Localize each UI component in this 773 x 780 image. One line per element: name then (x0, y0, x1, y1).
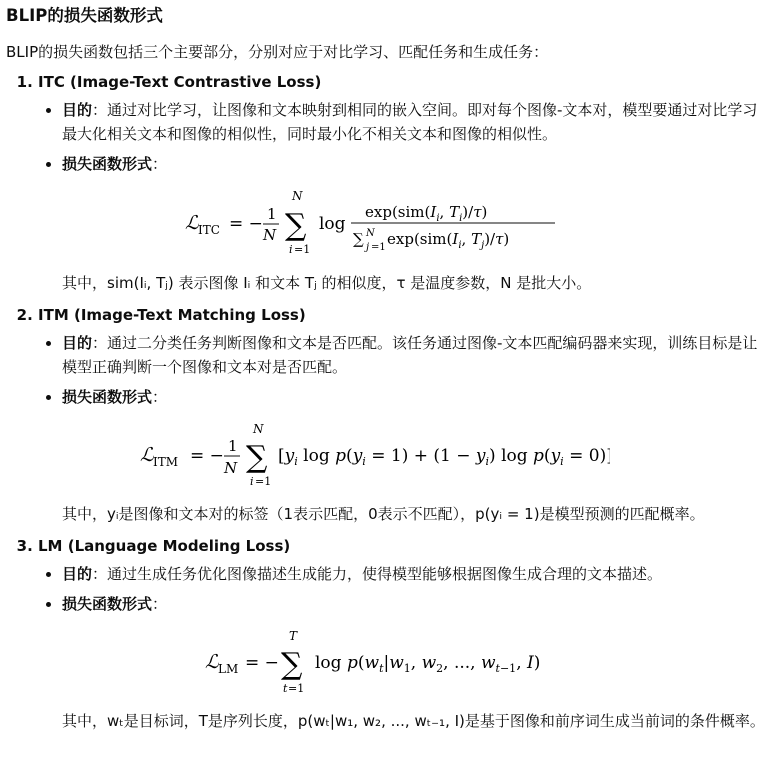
lm-note: 其中，wₜ是目标词，T是序列长度，p(wₜ|w₁, w₂, ..., wₜ₋₁, I)是基于图像和前序词生成当前词的条件概率。 (62, 712, 765, 730)
loss-label: 损失函数形式 (62, 155, 153, 173)
itm-formula-svg (140, 423, 610, 487)
section-points (38, 331, 767, 409)
loss-sections-list (6, 70, 767, 733)
itc-formula-svg (185, 190, 565, 256)
loss-colon: ： (152, 155, 168, 173)
section-points (38, 562, 767, 616)
svg-text:N: N (252, 423, 263, 436)
svg-text:∑: ∑ (245, 440, 267, 475)
itm-formula (0, 423, 767, 494)
section-title: ITM (Image-Text Matching Loss) (38, 306, 306, 324)
svg-text:N: N (291, 190, 302, 203)
loss-colon: ： (152, 388, 168, 406)
svg-text:ℒ: ℒ (204, 651, 219, 673)
section-itm (38, 303, 767, 526)
loss-colon: ： (152, 595, 168, 613)
section-title: ITC (Image-Text Contrastive Loss) (38, 73, 322, 91)
svg-text:N: N (365, 228, 375, 239)
svg-text:ITM: ITM (152, 455, 178, 469)
svg-text:1: 1 (266, 205, 277, 223)
section-title: LM (Language Modeling Loss) (38, 537, 291, 555)
svg-text:exp(sim(Ii, Tj)/τ): $\exp(sim(I_i$, $T_j)/\tau$) (386, 230, 509, 251)
loss-label: 损失函数形式 (62, 595, 153, 613)
svg-text:[yi log p(yi = 1) + (1 − yi) l: [$y_i$ $\log p(y_i = 1) + (1 - y_i)$ $\log p(y_i = 0)$] (277, 446, 610, 468)
svg-text:∑: ∑ (284, 208, 306, 243)
svg-text:=1: =1 (370, 242, 386, 253)
itc-note: 其中，sim(Iᵢ, Tⱼ) 表示图像 Iᵢ 和文本 Tⱼ 的相似度，τ 是温度参数，N 是批大小。 (62, 274, 592, 292)
purpose-text: ：通过二分类任务判断图像和文本是否匹配。该任务通过图像-文本匹配编码器来实现，训练目标是让模型正确判断一个图像和文本对是否匹配。 (62, 334, 758, 376)
svg-text:exp(sim(Ii, Ti)/τ): $\exp(sim(I_i$, $T_i)/\tau$) (364, 203, 487, 224)
lm-formula (0, 630, 767, 701)
svg-text:1: 1 (227, 437, 238, 455)
purpose-label: 目的 (62, 334, 93, 352)
svg-text:j: j (365, 242, 369, 253)
svg-text:= −: = − (228, 214, 263, 234)
lm-formula-svg (205, 630, 545, 694)
svg-text:N: N (223, 459, 237, 477)
purpose-item (62, 562, 767, 586)
svg-text:i: i (288, 243, 293, 256)
svg-text:∑: ∑ (352, 230, 364, 248)
svg-text:ℒ: ℒ (139, 444, 154, 466)
section-lm (38, 534, 767, 733)
svg-text:ℒ: ℒ (184, 212, 199, 234)
section-itc (38, 70, 767, 295)
purpose-label: 目的 (62, 565, 93, 583)
svg-text:=1: =1 (254, 475, 271, 487)
itc-formula (0, 190, 767, 263)
loss-label: 损失函数形式 (62, 388, 153, 406)
loss-item (62, 385, 767, 409)
page-title: BLIP的损失函数形式 (6, 6, 163, 25)
purpose-text: ：通过对比学习，让图像和文本映射到相同的嵌入空间。即对每个图像-文本对，模型要通过对比学习最大化相关文本和图像的相似性，同时最小化不相关文本和图像的相似性。 (62, 101, 758, 143)
intro-paragraph: BLIP的损失函数包括三个主要部分，分别对应于对比学习、匹配任务和生成任务： (6, 43, 549, 61)
itm-note: 其中，yᵢ是图像和文本对的标签（1表示匹配，0表示不匹配），p(yᵢ = 1)是模型预测的匹配概率。 (62, 505, 705, 523)
purpose-label: 目的 (62, 101, 93, 119)
purpose-text: ：通过生成任务优化图像描述生成能力，使得模型能够根据图像生成合理的文本描述。 (92, 565, 663, 583)
svg-text:N: N (262, 226, 276, 244)
svg-text:i: i (249, 475, 254, 487)
svg-text:=1: =1 (287, 682, 304, 694)
svg-text:=1: =1 (293, 243, 310, 256)
svg-text:log: log (318, 214, 346, 234)
svg-text:= −: = − (244, 653, 279, 673)
svg-text:t: t (282, 682, 287, 694)
purpose-item (62, 331, 767, 379)
svg-text:∑: ∑ (280, 647, 302, 682)
purpose-item (62, 98, 767, 146)
svg-text:LM: LM (217, 662, 238, 676)
loss-item (62, 592, 767, 616)
section-points (38, 98, 767, 176)
svg-text:ITC: ITC (197, 223, 220, 237)
loss-item (62, 152, 767, 176)
svg-text:T: T (288, 630, 297, 643)
svg-text:log p(wt|w1, w2, ..., wt−1, I): $\log p(w_t|w_1$, $w_2$, ..., $w_t-1$, I) (314, 653, 540, 675)
svg-text:= −: = − (189, 446, 224, 466)
